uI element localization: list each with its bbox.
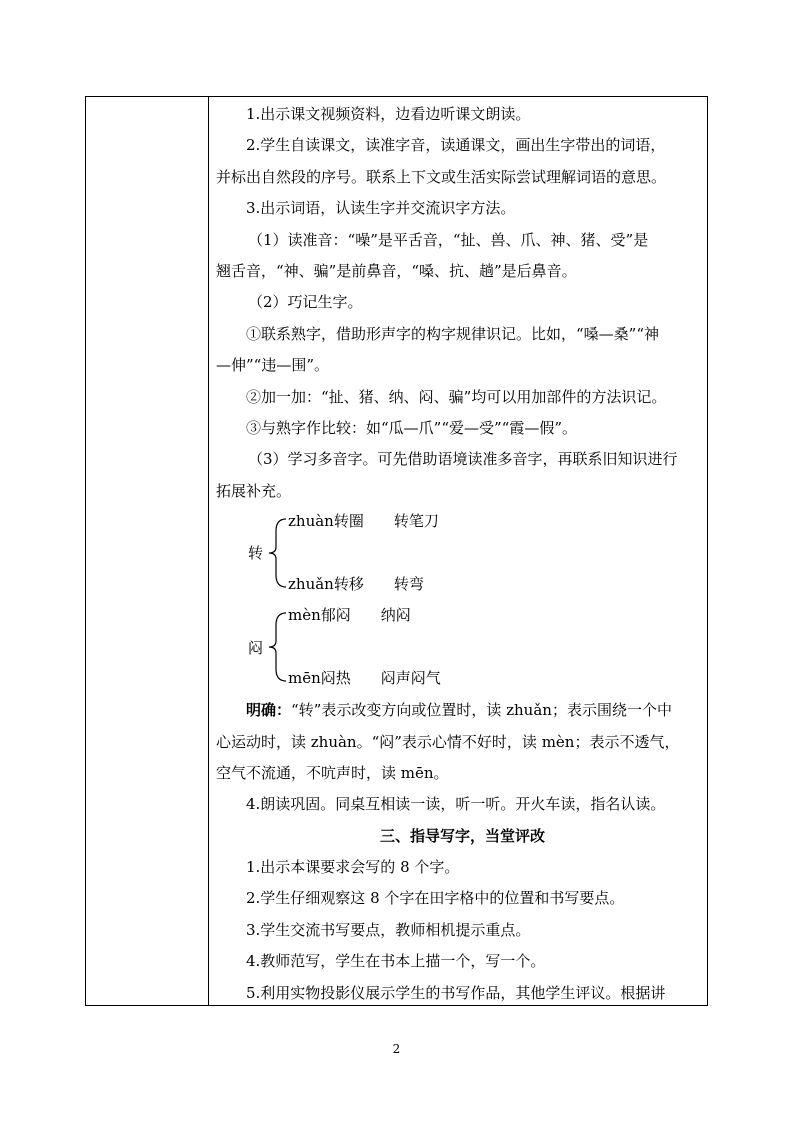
clarify-text: “转”表示改变方向或位置时，读 zhuǎn；表示围绕一个中	[291, 701, 672, 719]
text-line: —伸”“违—围”。	[216, 356, 330, 374]
text-line: 4.朗读巩固。同桌互相读一读，听一听。开火车读，指名认读。	[246, 795, 666, 813]
text-line: （2）巧记生字。	[248, 293, 363, 311]
brace-icon	[266, 517, 290, 589]
text-line: 2.学生自读课文，读准字音，读通课文，画出生字带出的词语，	[246, 136, 666, 154]
text-line: 3.学生交流书写要点，教师相机提示重点。	[246, 921, 531, 939]
lesson-table	[85, 96, 708, 1006]
text-line: ②加一加：“扯、猪、纳、闷、骗”均可以用加部件的方法识记。	[246, 388, 667, 406]
text-line: ①联系熟字，借助形声字的构字规律识记。比如，“嗓—桑”“神	[246, 325, 660, 343]
text-line: 1.出示本课要求会写的 8 个字。	[246, 858, 460, 876]
page-number: 2	[392, 1042, 401, 1056]
text-line: （1）读准音：“噪”是平舌音，“扯、兽、爪、神、猪、受”是	[248, 231, 649, 249]
polyphone-char: 转	[248, 544, 264, 562]
text-line: 并标出自然段的序号。联系上下文或生活实际尝试理解词语的意思。	[216, 168, 667, 186]
text-line: ③与熟字作比较：如“瓜—爪”“爱—受”“霞—假”。	[246, 419, 578, 437]
text-line: 翘舌音，“神、骗”是前鼻音，“嗓、抗、趟”是后鼻音。	[216, 262, 577, 280]
text-line: 2.学生仔细观察这 8 个字在田字格中的位置和书写要点。	[246, 889, 625, 907]
polyphone-reading: mèn郁闷 纳闷	[288, 606, 411, 624]
polyphone-char: 闷	[248, 639, 264, 657]
polyphone-reading: zhuàn转圈 转笔刀	[288, 512, 439, 530]
text-line: 拓展补充。	[216, 482, 292, 500]
text-line: 4.教师范写，学生在书本上描一个，写一个。	[246, 952, 546, 970]
polyphone-reading: zhuǎn转移 转弯	[288, 575, 424, 593]
clarify-line: 空气不流通，不吭声时，读 mēn。	[216, 764, 449, 782]
clarify-label: 明确：	[246, 701, 292, 719]
text-line: 1.出示课文视频资料，边看边听课文朗读。	[246, 105, 531, 123]
clarify-line: 心运动时，读 zhuàn。“闷”表示心情不好时，读 mèn；表示不透气，	[216, 733, 680, 751]
clarify-line	[246, 700, 672, 720]
text-line: 5.利用实物投影仪展示学生的书写作品，其他学生评议。根据讲	[246, 984, 666, 1002]
text-line: （3）学习多音字。可先借助语境读准多音字，再联系旧知识进行	[248, 450, 678, 468]
section-heading: 三、指导写字，当堂评改	[379, 827, 545, 845]
brace-icon	[266, 611, 290, 683]
polyphone-reading: mēn闷热 闷声闷气	[288, 669, 441, 687]
column-divider	[208, 97, 209, 1005]
text-line: 3.出示词语，认读生字并交流识字方法。	[246, 199, 516, 217]
